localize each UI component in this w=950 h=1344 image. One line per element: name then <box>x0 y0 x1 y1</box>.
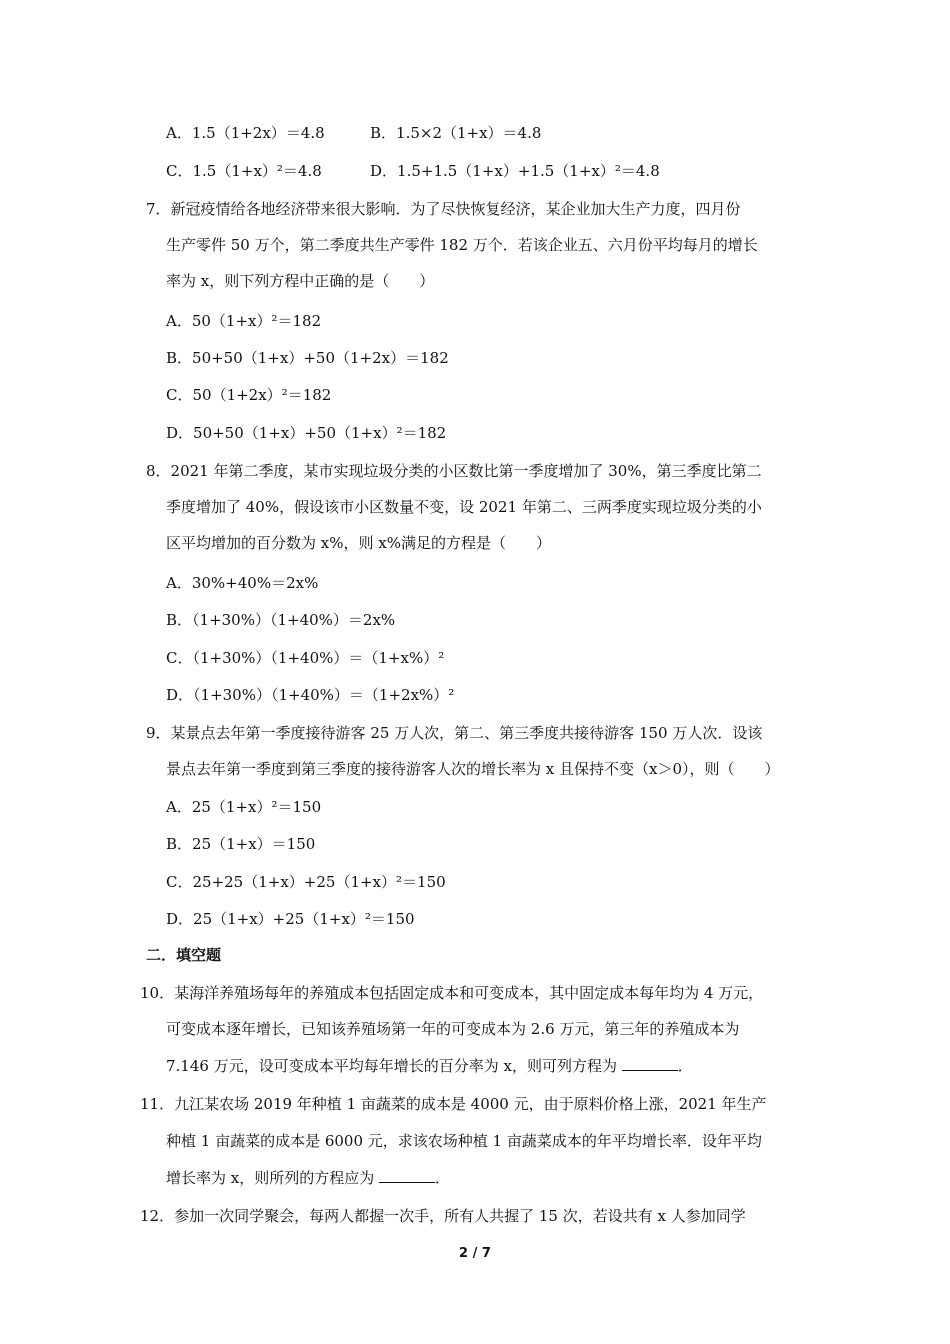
q10-stem-line3 <box>166 1055 693 1077</box>
q9-stem-line1: 9．某景点去年第一季度接待游客 25 万人次，第二、第三季度共接待游客 150 万人次．设该 <box>146 724 763 742</box>
q12-stem-line1: 12．参加一次同学聚会，每两人都握一次手，所有人共握了 15 次，若设共有 x 人参加同学 <box>140 1207 746 1225</box>
q11-answer-blank[interactable] <box>379 1168 435 1183</box>
q10-stem-line2: 可变成本逐年增长，已知该养殖场第一年的可变成本为 2.6 万元，第三年的养殖成本为 <box>166 1020 740 1038</box>
q7-stem-line2: 生产零件 50 万个，第二季度共生产零件 182 万个．若该企业五、六月份平均每月的增长 <box>166 236 758 254</box>
q7-option-c: C．50（1+2x）²＝182 <box>166 386 332 404</box>
q10-answer-blank[interactable] <box>622 1056 678 1071</box>
q10-end-mark: ． <box>677 1057 693 1075</box>
q11-stem-text: 增长率为 x，则所列的方程应为 <box>166 1169 375 1187</box>
q6-option-b: B．1.5×2（1+x）＝4.8 <box>370 124 542 142</box>
q6-option-a: A．1.5（1+2x）＝4.8 <box>166 124 325 142</box>
q9-option-d: D．25（1+x）+25（1+x）²＝150 <box>166 910 415 928</box>
q6-option-c: C．1.5（1+x）²＝4.8 <box>166 162 322 180</box>
q8-option-a: A．30%+40%＝2x% <box>166 574 319 592</box>
page-number: 2 / 7 <box>459 1246 491 1261</box>
q8-option-c: C．（1+30%）（1+40%）＝（1+x%）² <box>166 649 445 667</box>
q9-option-b: B．25（1+x）＝150 <box>166 835 316 853</box>
q8-option-b: B．（1+30%）（1+40%）＝2x% <box>166 611 396 629</box>
q11-stem-line3 <box>166 1167 450 1189</box>
q8-stem-line1: 8．2021 年第二季度，某市实现垃圾分类的小区数比第一季度增加了 30%，第三季度比第二 <box>146 462 762 480</box>
q9-option-a: A．25（1+x）²＝150 <box>166 798 322 816</box>
section-title: 二．填空题 <box>146 946 222 964</box>
q11-stem-line1: 11．九江某农场 2019 年种植 1 亩蔬菜的成本是 4000 元，由于原料价格上涨，2021 年生产 <box>140 1095 767 1113</box>
q11-stem-line2: 种植 1 亩蔬菜的成本是 6000 元，求该农场种植 1 亩蔬菜成本的年平均增长率．设年平均 <box>166 1132 762 1150</box>
q7-stem-line3: 率为 x，则下列方程中正确的是（ ） <box>166 272 435 290</box>
q7-option-a: A．50（1+x）²＝182 <box>166 312 322 330</box>
q8-option-d: D．（1+30%）（1+40%）＝（1+2x%）² <box>166 686 455 704</box>
q11-end-mark: ． <box>435 1169 451 1187</box>
q10-stem-text: 7.146 万元，设可变成本平均每年增长的百分率为 x，则可列方程为 <box>166 1057 617 1075</box>
q9-stem-line2: 景点去年第一季度到第三季度的接待游客人次的增长率为 x 且保持不变（x＞0），则（ ） <box>166 760 780 778</box>
q8-stem-line2: 季度增加了 40%，假设该市小区数量不变，设 2021 年第二、三两季度实现垃圾分类的小 <box>166 498 762 516</box>
q7-option-d: D．50+50（1+x）+50（1+x）²＝182 <box>166 424 447 442</box>
q7-option-b: B．50+50（1+x）+50（1+2x）＝182 <box>166 349 449 367</box>
q8-stem-line3: 区平均增加的百分数为 x%，则 x%满足的方程是（ ） <box>166 534 551 552</box>
q7-stem-line1: 7．新冠疫情给各地经济带来很大影响．为了尽快恢复经济，某企业加大生产力度，四月份 <box>146 200 741 218</box>
q6-option-d: D．1.5+1.5（1+x）+1.5（1+x）²＝4.8 <box>370 162 660 180</box>
q10-stem-line1: 10．某海洋养殖场每年的养殖成本包括固定成本和可变成本，其中固定成本每年均为 4 万元， <box>140 984 764 1002</box>
q9-option-c: C．25+25（1+x）+25（1+x）²＝150 <box>166 873 446 891</box>
